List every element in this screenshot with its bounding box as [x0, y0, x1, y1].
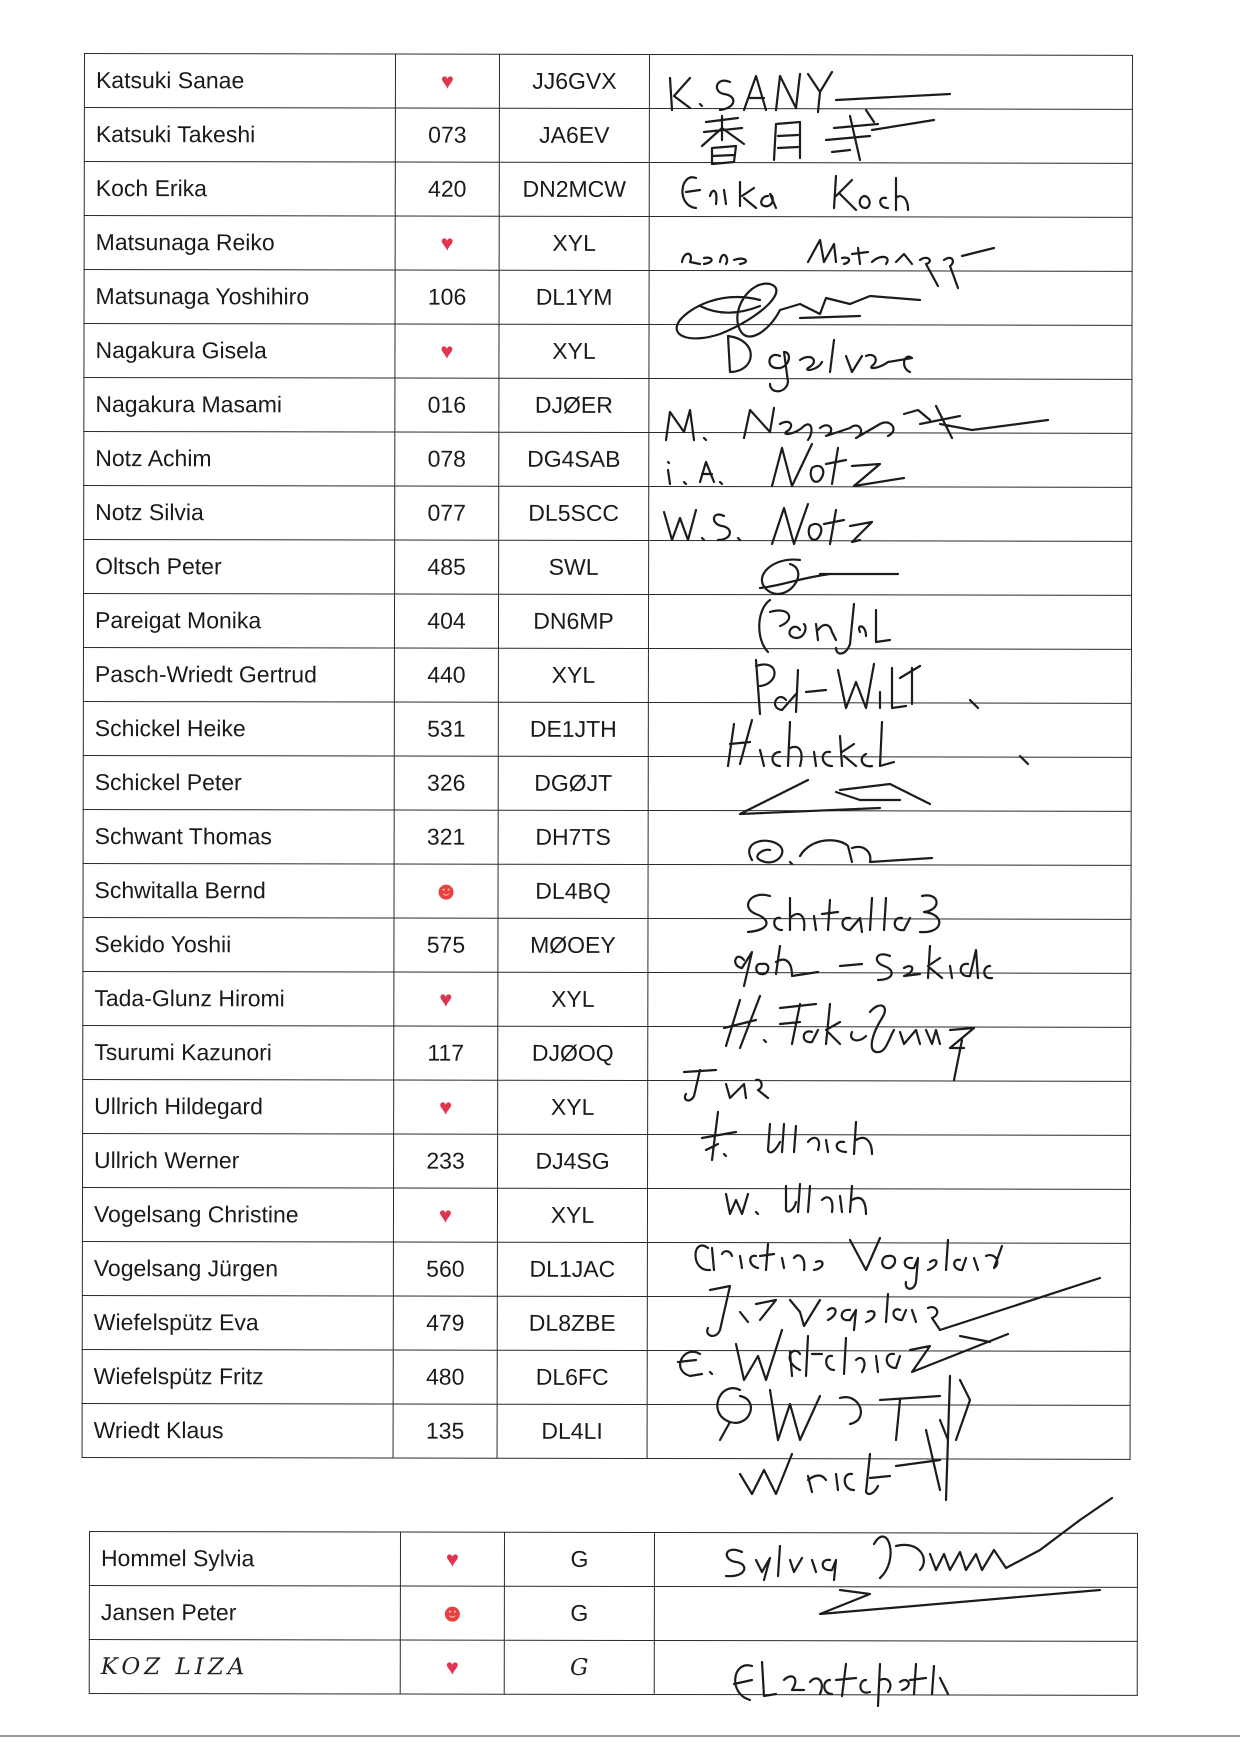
name-cell: Matsunaga Reiko [84, 216, 395, 271]
signature-cell [647, 1296, 1130, 1351]
member-row [83, 647, 1131, 703]
heart-icon: ♥ [440, 338, 454, 364]
signature-cell [654, 1586, 1137, 1641]
callsign-cell: DGØJT [498, 756, 648, 810]
member-row [83, 863, 1131, 919]
name-cell: Nagakura Gisela [84, 324, 395, 379]
name-cell: Oltsch Peter [84, 540, 395, 595]
signature-cell [648, 648, 1131, 703]
member-row [83, 1133, 1131, 1189]
signature-cell [649, 162, 1132, 217]
callsign-cell: DL5SCC [499, 486, 649, 540]
signature-cell [649, 216, 1132, 271]
callsign-cell: DL6FC [497, 1350, 647, 1404]
signature-cell [649, 486, 1132, 541]
signature-cell [647, 1188, 1130, 1243]
callsign-cell: DL4BQ [498, 864, 648, 918]
heart-icon: ♥ [440, 230, 454, 256]
member-number-cell: 117 [394, 1026, 498, 1080]
callsign-cell: DN6MP [498, 594, 648, 648]
heart-icon-cell [394, 1080, 498, 1134]
callsign-cell: JJ6GVX [499, 54, 649, 108]
signature-cell [648, 864, 1131, 919]
page-bottom-rule [0, 1735, 1240, 1737]
callsign-cell: XYL [499, 216, 649, 270]
member-row [84, 432, 1132, 488]
name-cell: Koch Erika [84, 162, 395, 217]
signature-cell [649, 378, 1132, 433]
heart-icon: ♥ [439, 1094, 453, 1120]
callsign-cell: DN2MCW [499, 162, 649, 216]
name-cell: Schwant Thomas [83, 809, 394, 864]
smiley-icon-cell [394, 864, 498, 918]
name-cell: Hommel Sylvia [89, 1532, 400, 1587]
heart-icon: ♥ [445, 1546, 460, 1572]
member-number-cell: 575 [394, 918, 498, 972]
signature-cell [649, 54, 1132, 109]
name-cell: Tada-Glunz Hiromi [83, 971, 394, 1026]
callsign-cell: DH7TS [498, 810, 648, 864]
name-cell: Katsuki Sanae [84, 54, 395, 109]
name-cell: Pareigat Monika [83, 594, 394, 649]
member-row [84, 54, 1132, 110]
callsign-cell: XYL [499, 324, 649, 378]
name-cell: Schickel Peter [83, 755, 394, 810]
heart-icon-cell [394, 972, 498, 1026]
callsign-cell: MØOEY [498, 918, 648, 972]
smiley-icon [439, 885, 454, 900]
member-row [83, 755, 1131, 811]
member-number-cell: 078 [395, 432, 499, 486]
callsign-cell: JA6EV [499, 108, 649, 162]
signature-cell [649, 324, 1132, 379]
member-row [84, 540, 1132, 596]
name-cell: Ullrich Hildegard [83, 1079, 394, 1134]
name-cell: Ullrich Werner [83, 1133, 394, 1188]
signature-cell [647, 1404, 1130, 1459]
heart-icon-cell [393, 1188, 497, 1242]
callsign-cell: DL1JAC [497, 1242, 647, 1296]
callsign-cell: DJ4SG [498, 1134, 648, 1188]
signature-cell [648, 1080, 1131, 1135]
signature-cell [649, 108, 1132, 163]
member-number-cell: 485 [395, 540, 499, 594]
member-number-cell: 106 [395, 270, 499, 324]
members-table [82, 53, 1133, 1460]
heart-icon: ♥ [440, 68, 455, 94]
name-cell: KOZ LIZA [89, 1640, 400, 1695]
name-cell: Notz Achim [84, 432, 395, 487]
member-number-cell: 073 [395, 108, 499, 162]
name-cell: Sekido Yoshii [83, 917, 394, 972]
member-row [82, 1187, 1130, 1243]
callsign-cell: XYL [498, 1080, 648, 1134]
name-cell: Jansen Peter [89, 1586, 400, 1641]
member-row [84, 324, 1132, 380]
callsign-cell: XYL [497, 1188, 647, 1242]
signature-cell [648, 810, 1131, 865]
member-number-cell: 016 [395, 378, 499, 432]
member-row [83, 971, 1131, 1027]
callsign-cell: DL1YM [499, 270, 649, 324]
member-row [83, 1025, 1131, 1081]
member-number-cell: 560 [393, 1242, 497, 1296]
callsign-cell: DE1JTH [498, 702, 648, 756]
signature-cell [649, 540, 1132, 595]
signature-cell [654, 1532, 1137, 1587]
name-cell: Katsuki Takeshi [84, 108, 395, 163]
member-number-cell: 077 [395, 486, 499, 540]
signature-cell [648, 1026, 1131, 1081]
member-row [82, 1295, 1130, 1351]
signature-cell [648, 702, 1131, 757]
callsign-cell: DL8ZBE [497, 1296, 647, 1350]
callsign-cell: DJØOQ [498, 1026, 648, 1080]
member-number-cell: 233 [394, 1134, 498, 1188]
heart-icon: ♥ [439, 986, 453, 1012]
heart-icon: ♥ [438, 1202, 453, 1228]
signature-cell [648, 918, 1131, 973]
signature-cell [649, 270, 1132, 325]
heart-icon: ♥ [445, 1654, 459, 1680]
member-number-cell: 479 [393, 1296, 497, 1350]
callsign-cell: XYL [498, 648, 648, 702]
callsign-cell: DJØER [499, 378, 649, 432]
signature-cell [648, 972, 1131, 1027]
member-number-cell: 135 [393, 1404, 497, 1458]
member-number-cell: 404 [394, 594, 498, 648]
callsign-cell: SWL [499, 540, 649, 594]
member-row [82, 1403, 1130, 1459]
smiley-icon [445, 1607, 460, 1622]
heart-icon-cell [400, 1640, 504, 1694]
member-row [83, 1079, 1131, 1135]
member-number-cell: 420 [395, 162, 499, 216]
guest-row [89, 1586, 1137, 1642]
name-cell: Wriedt Klaus [82, 1403, 393, 1458]
member-row [84, 378, 1132, 434]
signature-cell [647, 1350, 1130, 1405]
member-row [84, 162, 1132, 218]
name-cell: Nagakura Masami [84, 378, 395, 433]
member-row [84, 216, 1132, 272]
name-cell: Vogelsang Christine [82, 1187, 393, 1242]
name-cell: Wiefelspütz Fritz [82, 1349, 393, 1404]
guests-table [89, 1531, 1138, 1696]
name-cell: Pasch-Wriedt Gertrud [83, 647, 394, 702]
callsign-cell: G [504, 1640, 654, 1694]
member-row [83, 594, 1131, 650]
member-row [82, 1349, 1130, 1405]
member-row [84, 270, 1132, 326]
name-cell: Notz Silvia [84, 486, 395, 541]
name-cell: Wiefelspütz Eva [82, 1295, 393, 1350]
member-number-cell: 440 [394, 648, 498, 702]
callsign-cell: DG4SAB [499, 432, 649, 486]
heart-icon-cell [395, 54, 499, 108]
signature-cell [648, 756, 1131, 811]
guest-row [89, 1640, 1137, 1696]
name-cell: Matsunaga Yoshihiro [84, 270, 395, 325]
callsign-cell: G [504, 1532, 654, 1586]
name-cell: Vogelsang Jürgen [82, 1241, 393, 1296]
member-row [83, 917, 1131, 973]
name-cell: Tsurumi Kazunori [83, 1025, 394, 1080]
smiley-icon-cell [400, 1586, 504, 1640]
member-row [84, 486, 1132, 542]
callsign-cell: XYL [498, 972, 648, 1026]
member-number-cell: 326 [394, 756, 498, 810]
guest-row [89, 1532, 1137, 1588]
member-row [83, 701, 1131, 757]
name-cell: Schwitalla Bernd [83, 863, 394, 918]
member-number-cell: 321 [394, 810, 498, 864]
signature-cell [648, 594, 1131, 649]
heart-icon-cell [395, 324, 499, 378]
member-number-cell: 480 [393, 1350, 497, 1404]
member-row [84, 108, 1132, 164]
callsign-cell: G [504, 1586, 654, 1640]
signature-cell [648, 1134, 1131, 1189]
signature-cell [649, 432, 1132, 487]
member-row [83, 809, 1131, 865]
name-cell: Schickel Heike [83, 701, 394, 756]
signature-cell [654, 1640, 1137, 1695]
member-number-cell: 531 [394, 702, 498, 756]
heart-icon-cell [400, 1532, 504, 1586]
signature-cell [647, 1242, 1130, 1297]
member-row [82, 1241, 1130, 1297]
callsign-cell: DL4LI [497, 1404, 647, 1458]
heart-icon-cell [395, 216, 499, 270]
